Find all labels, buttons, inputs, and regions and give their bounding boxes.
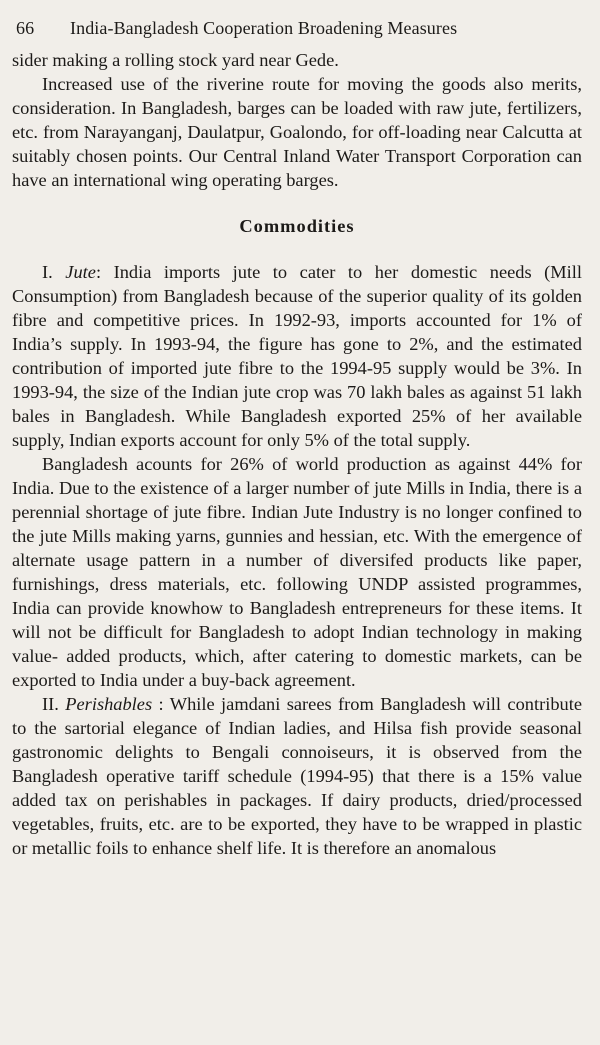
paragraph-perishables xyxy=(12,692,582,860)
running-header xyxy=(12,18,582,48)
perishables-label: Perishables xyxy=(65,694,153,714)
section-heading-commodities: Commodities xyxy=(239,216,355,236)
body-text xyxy=(12,48,582,860)
perishables-numeral: II. xyxy=(42,694,59,714)
page-number: 66 xyxy=(16,18,35,38)
jute-label: Jute xyxy=(65,262,96,282)
paragraph-continuation: sider making a rolling stock yard near Gede. xyxy=(12,50,339,70)
paragraph-jute-continued: Bangladesh acounts for 26% of world production as against 44% for India. Due to the existence of a larger number of jute Mills in India, there is a perennial shortage of jute fibre. Indian Jute Industry is no longer confined to the jute Mills making yarns, gunnies and hessian, etc. With the emergence of alternate usage pattern in a number of diversifed products like paper, furnishings, dress materials, etc. following UNDP assisted programmes, India can provide knowhow to Bangladesh entrepreneurs for these items. It will not be difficult for Bangladesh to adopt Indian technology in making value- added products, which, after catering to domestic markets, can be exported to India under a buy-back agreement. xyxy=(12,454,582,690)
jute-numeral: I. xyxy=(42,262,53,282)
paragraph-riverine-route: Increased use of the riverine route for moving the goods also merits, consideration. In Bangladesh, barges can be loaded with raw jute, fertilizers, etc. from Narayanganj, Daulatpur, Goalondo, for off-loading near Calcutta at suitably chosen points. Our Central Inland Water Transport Corporation can have an international wing operating barges. xyxy=(12,74,582,190)
running-title: India-Bangladesh Cooperation Broadening Measures xyxy=(70,18,458,38)
paragraph-jute xyxy=(12,260,582,452)
perishables-text: : While jamdani sarees from Bangladesh will contribute to the sartorial elegance of Indian ladies, and Hilsa fish provide seasonal gastronomic delights to Bengali connoiseurs, it is observed from the Bangladesh operative tariff schedule (1994-95) that there is a 15% value added tax on perishables in packages. If dairy products, dried/processed vegetables, fruits, etc. are to be exported, they have to be wrapped in plastic or metallic foils to enhance shelf life. It is therefore an anomalous xyxy=(12,694,582,858)
jute-text: : India imports jute to cater to her domestic needs (Mill Consumption) from Bangladesh because of the superior quality of its golden fibre and competitive prices. In 1992-93, imports accounted for 1% of India’s supply. In 1993-94, the figure has gone to 2%, and the estimated contribution of imported jute fibre to the 1994-95 supply would be 3%. In 1993-94, the size of the Indian jute crop was 70 lakh bales as against 51 lakh bales in Bangladesh. While Bangladesh exported 25% of her available supply, Indian exports account for only 5% of the total supply. xyxy=(12,262,582,450)
